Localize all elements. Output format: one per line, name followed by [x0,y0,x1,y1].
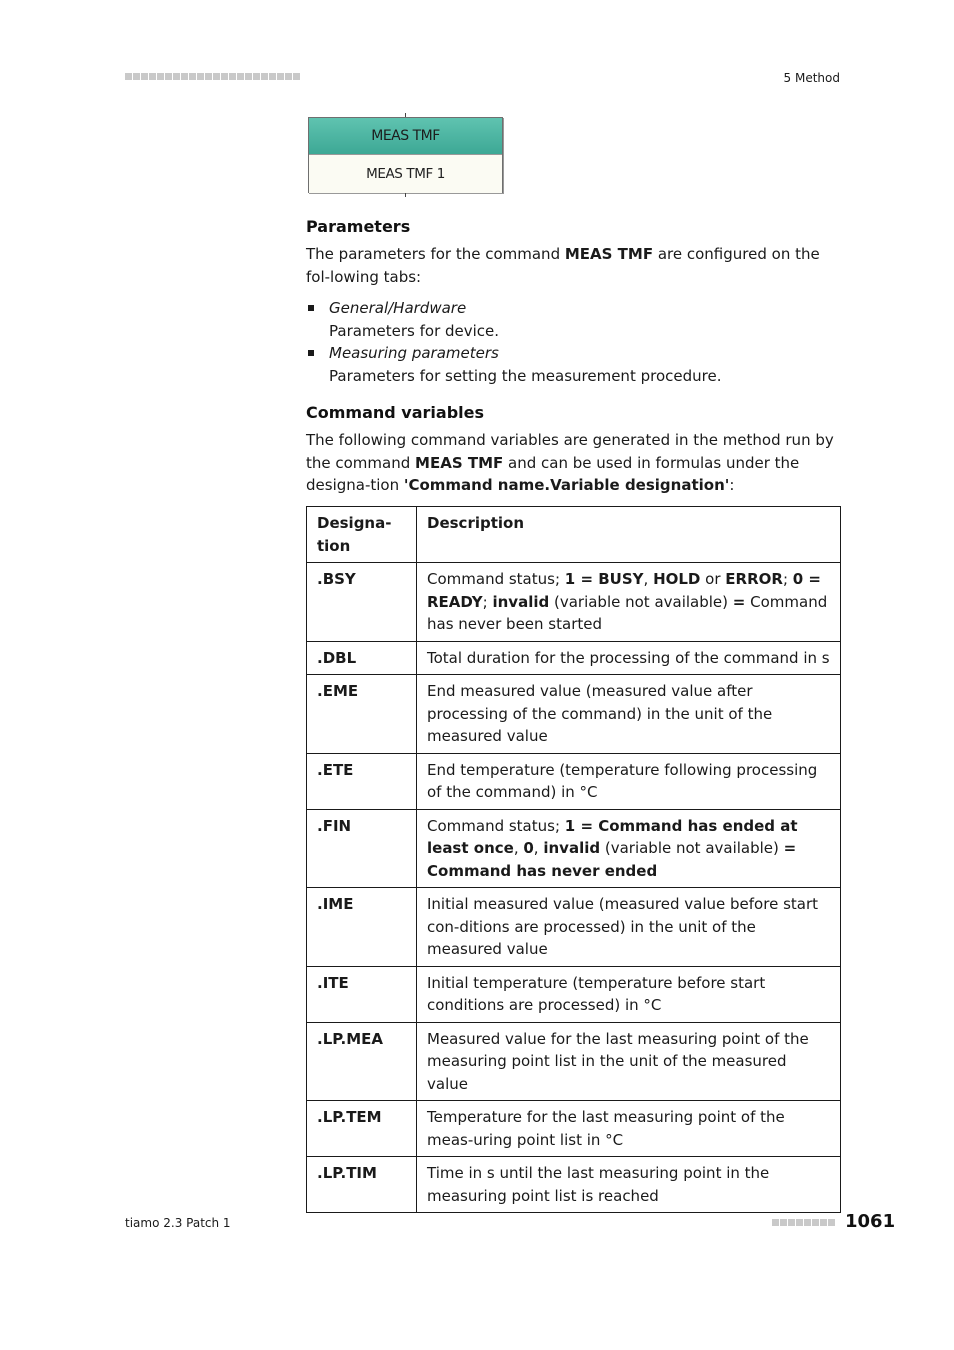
description-segment: Total duration for the processing of the command in s [427,648,830,667]
variable-description [417,563,841,642]
description-segment: , [643,570,654,588]
description-segment: 0 = READY [427,570,821,611]
variable-description [417,809,841,888]
decoration-square [197,73,204,80]
tab-description: Parameters for setting the measurement procedure. [329,366,722,385]
connector-bottom [405,193,406,197]
intro-text: : [729,476,735,494]
tab-description: Parameters for device. [329,321,500,340]
intro-command: MEAS TMF [415,453,504,472]
decoration-square [229,73,236,80]
decoration-square [269,73,276,80]
description-segment: (variable not available) [549,592,733,611]
tab-name: General/Hardware [329,299,467,317]
command-box-label: MEAS TMF 1 [309,154,502,193]
decoration-square [772,1219,779,1226]
description-segment: Measured value for the last measuring point of the measuring point list in the unit of the measured value [427,1029,809,1093]
decoration-square [812,1219,819,1226]
table-row [307,641,841,675]
table-row [307,888,841,967]
description-segment: , [513,839,524,857]
decoration-square [213,73,220,80]
footer-product: tiamo 2.3 Patch 1 [125,1216,231,1230]
description-segment: = [732,592,746,611]
decoration-square [173,73,180,80]
table-row [307,675,841,754]
decoration-square [133,73,140,80]
tab-name: Measuring parameters [329,344,499,362]
intro-command: MEAS TMF [564,245,654,263]
variable-code: .LP.MEA [307,1022,417,1101]
variable-code: .IME [307,888,417,967]
variable-description [417,641,841,675]
description-segment: HOLD [653,570,701,588]
decoration-square [277,73,284,80]
description-segment: , [533,839,544,857]
variable-description [417,888,841,967]
decoration-square [245,73,252,80]
column-header-designation: Designa-tion [307,507,417,563]
table-row [307,753,841,809]
decoration-square [804,1219,811,1226]
command-figure [308,117,503,193]
description-segment: Initial temperature (temperature before start conditions are processed) in °C [427,973,766,1014]
variable-code: .DBL [307,641,417,675]
variable-code: .ITE [307,966,417,1022]
decoration-square [205,73,212,80]
description-segment: ; [482,592,493,611]
description-segment: Time in s until the last measuring point in the measuring point list is reached [427,1164,770,1205]
header-decoration [125,73,300,80]
description-segment: Initial measured value (measured value before start con-ditions are processed) in the unit of the measured value [427,895,819,958]
command-variables-intro [306,429,841,497]
decoration-square [125,73,132,80]
variables-table [306,506,841,1213]
variable-description [417,675,841,754]
description-segment: End temperature (temperature following processing of the command) in °C [427,760,818,801]
decoration-square [285,73,292,80]
description-segment: Temperature for the last measuring point of the meas-uring point list in °C [427,1108,785,1149]
page-number: 1061 [845,1211,896,1232]
intro-text: The following command variables are generated in the method run by the command [306,431,834,472]
command-box [308,117,503,193]
description-segment: ; [782,570,793,588]
decoration-square [261,73,268,80]
decoration-square [141,73,148,80]
description-segment: 1 = Command has ended at least once [427,816,798,857]
column-header-description: Description [417,507,841,563]
chapter-title: 5 Method [783,71,840,85]
variable-description [417,753,841,809]
table-row [307,966,841,1022]
decoration-square [780,1219,787,1226]
decoration-square [221,73,228,80]
footer-decoration [772,1219,835,1226]
list-item [306,297,841,342]
intro-text: The parameters for the command [306,245,565,263]
description-segment: (variable not available) [600,839,784,857]
decoration-square [253,73,260,80]
variable-description [417,966,841,1022]
description-segment: 0 [523,839,534,857]
description-segment: or [700,570,726,588]
variable-description [417,1101,841,1157]
bullet-icon [308,305,314,311]
parameters-heading: Parameters [306,217,411,236]
decoration-square [237,73,244,80]
variable-description [417,1022,841,1101]
table-row [307,1157,841,1213]
table-row [307,1101,841,1157]
intro-text: and can be used in formulas under the designa-tion [306,453,800,494]
command-box-header: MEAS TMF [309,118,502,154]
bullet-icon [308,350,314,356]
decoration-square [149,73,156,80]
decoration-square [181,73,188,80]
description-segment: 1 = BUSY [564,570,644,588]
variable-code: .EME [307,675,417,754]
intro-designation: 'Command name.Variable designation' [403,476,730,494]
decoration-square [828,1219,835,1226]
description-segment: ERROR [725,570,783,588]
description-segment: Command has never been started [427,592,828,633]
tabs-list [306,297,841,387]
description-segment: = Command has never ended [427,839,797,880]
decoration-square [788,1219,795,1226]
decoration-square [820,1219,827,1226]
variable-code: .LP.TIM [307,1157,417,1213]
description-segment: invalid [492,592,550,611]
table-header-row [307,507,841,563]
decoration-square [165,73,172,80]
decoration-square [293,73,300,80]
decoration-square [189,73,196,80]
table-row [307,1022,841,1101]
command-variables-heading: Command variables [306,403,484,422]
description-segment: Command status; [427,570,565,588]
table-row [307,563,841,642]
variable-description [417,1157,841,1213]
parameters-intro [306,243,841,288]
variable-code: .BSY [307,563,417,642]
decoration-square [796,1219,803,1226]
intro-text: are configured on the fol-lowing tabs: [306,245,820,286]
decoration-square [157,73,164,80]
variable-code: .LP.TEM [307,1101,417,1157]
table-row [307,809,841,888]
variable-code: .ETE [307,753,417,809]
description-segment: invalid [543,839,601,857]
variable-code: .FIN [307,809,417,888]
list-item [306,342,841,387]
description-segment: End measured value (measured value after processing of the command) in the unit of the measured value [427,682,773,745]
description-segment: Command status; [427,816,565,835]
